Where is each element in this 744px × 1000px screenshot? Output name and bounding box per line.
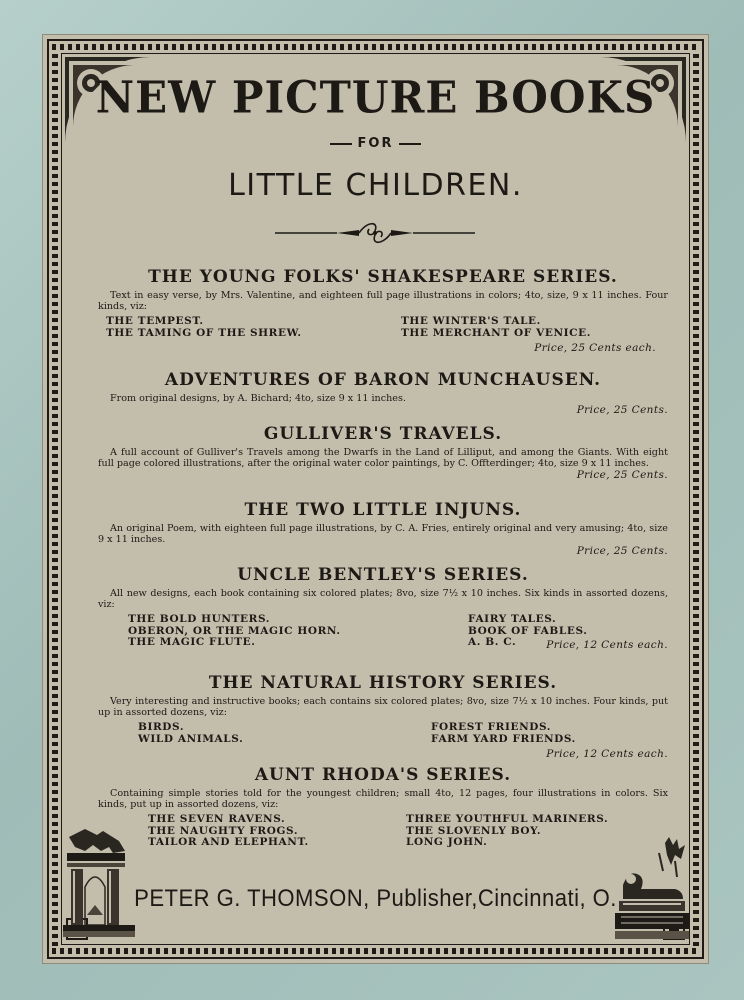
section-heading: THE NATURAL HISTORY SERIES. — [208, 673, 558, 693]
price-label: Price, 12 Cents each. — [546, 639, 668, 651]
section-heading: GULLIVER'S TRAVELS. — [263, 424, 503, 444]
flourish-divider-icon — [275, 219, 475, 249]
book-title: BOOK OF FABLES. — [468, 624, 588, 637]
book-title: FAIRY TALES. — [468, 613, 557, 625]
price-label: Price, 25 Cents each. — [534, 342, 656, 354]
page-title: NEW PICTURE BOOKS — [95, 71, 656, 124]
book-title: THE BOLD HUNTERS. — [128, 613, 271, 625]
for-line — [43, 136, 708, 151]
price-label: Price, 12 Cents each. — [546, 748, 668, 760]
book-title: TAILOR AND ELEPHANT. — [148, 836, 309, 848]
title-column-left — [138, 722, 243, 745]
title-list — [98, 316, 668, 342]
temple-ruins-vignette — [63, 807, 135, 937]
title-column-right — [468, 614, 588, 649]
title-list — [98, 722, 668, 748]
book-title: THREE YOUTHFUL MARINERS. — [406, 813, 609, 825]
page-subtitle: LITTLE CHILDREN. — [228, 168, 523, 203]
title-column-right — [401, 316, 591, 339]
series-section — [98, 765, 668, 851]
section-description: An original Poem, with eighteen full page illustrations, by C. A. Fries, entirely original and very amusing; 4to, size 9 x 11 inches. — [98, 523, 668, 545]
book-title: THE SEVEN RAVENS. — [148, 813, 286, 825]
book-title: THE MERCHANT OF VENICE. — [401, 326, 591, 339]
section-heading: ADVENTURES OF BARON MUNCHAUSEN. — [164, 370, 602, 390]
title-column-right — [431, 722, 576, 745]
section-heading: AUNT RHODA'S SERIES. — [254, 765, 512, 785]
page-content — [43, 35, 708, 963]
book-title: FARM YARD FRIENDS. — [431, 732, 576, 745]
dash-left — [330, 143, 352, 145]
book-title: LONG JOHN. — [406, 836, 488, 848]
title-list — [98, 814, 668, 851]
book-title: OBERON, OR THE MAGIC HORN. — [128, 624, 341, 637]
series-section — [98, 565, 668, 651]
series-section — [98, 424, 668, 481]
section-heading: UNCLE BENTLEY'S SERIES. — [237, 565, 529, 585]
title-list — [98, 614, 668, 651]
book-title: THE MAGIC FLUTE. — [128, 636, 256, 648]
series-section — [98, 500, 668, 557]
series-section — [98, 370, 668, 416]
price-label: Price, 25 Cents. — [576, 469, 668, 481]
section-heading: THE TWO LITTLE INJUNS. — [244, 500, 522, 520]
dash-right — [399, 143, 421, 145]
title-column-left — [148, 814, 309, 849]
book-title: THE TAMING OF THE SHREW. — [106, 326, 302, 339]
book-title: BIRDS. — [138, 721, 185, 733]
section-description: From original designs, by A. Bichard; 4to, size 9 x 11 inches. — [110, 393, 406, 404]
title-column-right — [406, 814, 608, 849]
for-label: FOR — [357, 136, 394, 151]
series-section — [98, 673, 668, 760]
advertisement-page — [43, 35, 708, 963]
section-description: A full account of Gulliver's Travels among the Dwarfs in the Land of Lilliput, and among the Giants. With eight full page colored illustrations, after the original water color paintings, by C. Offterdinger; 4to, size 9 x 11 inches. — [98, 447, 668, 469]
book-title: THE SLOVENLY BOY. — [406, 824, 542, 837]
section-description: Very interesting and instructive books; each contains six colored plates; 8vo, size 7½ x 10 inches. Four kinds, put up in assorted dozens, viz: — [98, 696, 668, 718]
price-label: Price, 25 Cents. — [576, 545, 668, 557]
book-title: THE NAUGHTY FROGS. — [148, 824, 299, 837]
section-description: Containing simple stories told for the youngest children; small 4to, 12 pages, four illustrations in colors. Six kinds, put up in assorted dozens, viz: — [98, 788, 668, 810]
book-title: A. B. C. — [468, 636, 517, 648]
series-section — [98, 267, 668, 354]
section-description: Text in easy verse, by Mrs. Valentine, and eighteen full page illustrations in colors; 4to, size, 9 x 11 inches. Four kinds, viz: — [98, 290, 668, 312]
section-heading: THE YOUNG FOLKS' SHAKESPEARE SERIES. — [148, 267, 618, 287]
price-label: Price, 25 Cents. — [576, 404, 668, 416]
book-title: THE WINTER'S TALE. — [401, 315, 541, 327]
section-description: All new designs, each book containing six colored plates; 8vo, size 7½ x 10 inches. Six kinds in assorted dozens, viz: — [98, 588, 668, 610]
book-title: FOREST FRIENDS. — [431, 721, 552, 733]
title-column-left — [106, 316, 302, 339]
book-title: WILD ANIMALS. — [138, 732, 244, 745]
title-column-left — [128, 614, 341, 649]
book-title: THE TEMPEST. — [106, 315, 204, 327]
publisher-imprint: PETER G. THOMSON, Publisher,Cincinnati, O. — [134, 885, 617, 912]
